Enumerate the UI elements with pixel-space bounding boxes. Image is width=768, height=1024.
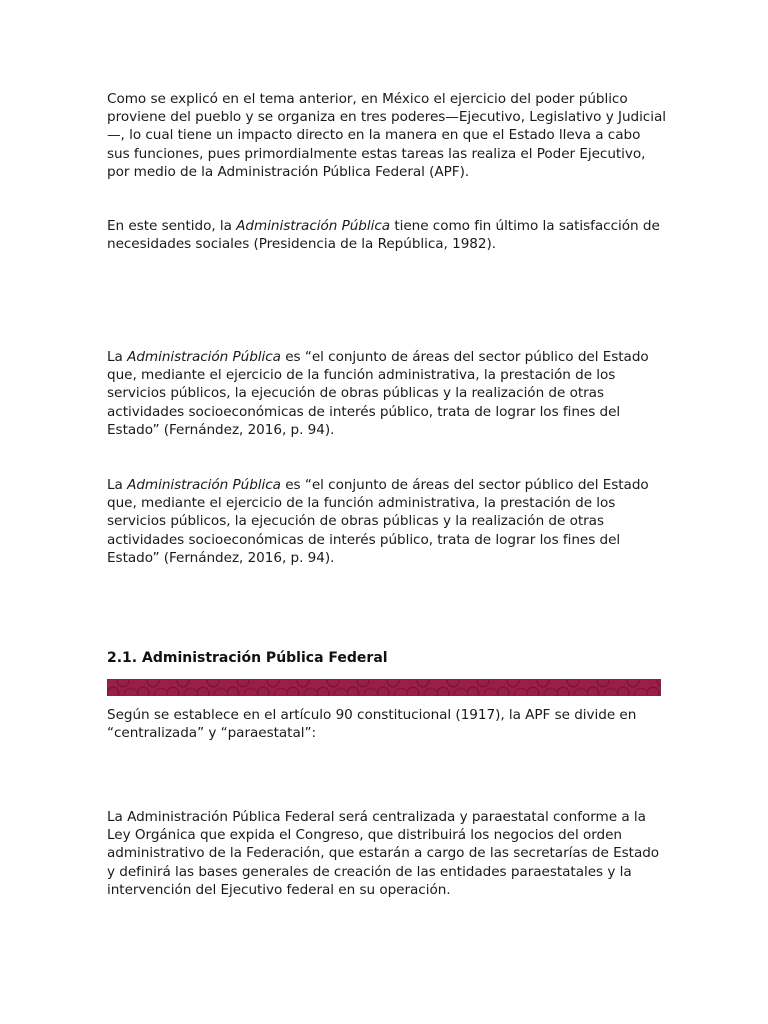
paragraph-text: tiene como fin último la satisfacción de necesidades sociales (Presidencia de la República, 1982). xyxy=(107,218,660,253)
decorative-divider-bar xyxy=(107,679,661,696)
paragraph-definicion-1 xyxy=(107,348,667,439)
paragraph-text: La xyxy=(107,477,128,493)
paragraph-definicion-2 xyxy=(107,476,667,567)
italic-term: Administración Pública xyxy=(127,477,281,493)
paragraph-cita-constitucional: La Administración Pública Federal será centralizada y paraestatal conforme a la Ley Orgánica que expida el Congreso, que distribuirá los negocios del orden administrativo de la Federación, que estarán a cargo de las secretarías de Estado y definirá las bases generales de creación de las entidades paraestatales y la intervención del Ejecutivo federal en su operación. xyxy=(107,809,660,898)
section-heading: 2.1. Administración Pública Federal xyxy=(107,650,388,666)
paragraph-text: En este sentido, la xyxy=(107,218,237,234)
paragraph-text: La xyxy=(107,349,128,365)
paragraph-text: es “el conjunto de áreas del sector público del Estado que, mediante el ejercicio de la función administrativa, la prestación de los servicios públicos, la ejecución de obras públicas y la realización de otras actividades socioeconómicas de interés público, trata de lograr los fines del Estado” (Fernández, 2016, p. 94). xyxy=(107,477,649,566)
paragraph-articulo-90: Según se establece en el artículo 90 constitucional (1917), la APF se divide en “centralizada” y “paraestatal”: xyxy=(107,707,637,742)
paragraph-sentido xyxy=(107,217,667,253)
paragraph-intro: Como se explicó en el tema anterior, en México el ejercicio del poder público proviene del pueblo y se organiza en tres poderes—Ejecutivo, Legislativo y Judicial—, lo cual tiene un impacto directo en la manera en que el Estado lleva a cabo sus funciones, pues primordialmente estas tareas las realiza el Poder Ejecutivo, por medio de la Administración Pública Federal (APF). xyxy=(107,91,666,180)
italic-term: Administración Pública xyxy=(127,349,281,365)
paragraph-text: es “el conjunto de áreas del sector público del Estado que, mediante el ejercicio de la función administrativa, la prestación de los servicios públicos, la ejecución de obras públicas y la realización de otras actividades socioeconómicas de interés público, trata de lograr los fines del Estado” (Fernández, 2016, p. 94). xyxy=(107,349,649,438)
italic-term: Administración Pública xyxy=(236,218,391,234)
